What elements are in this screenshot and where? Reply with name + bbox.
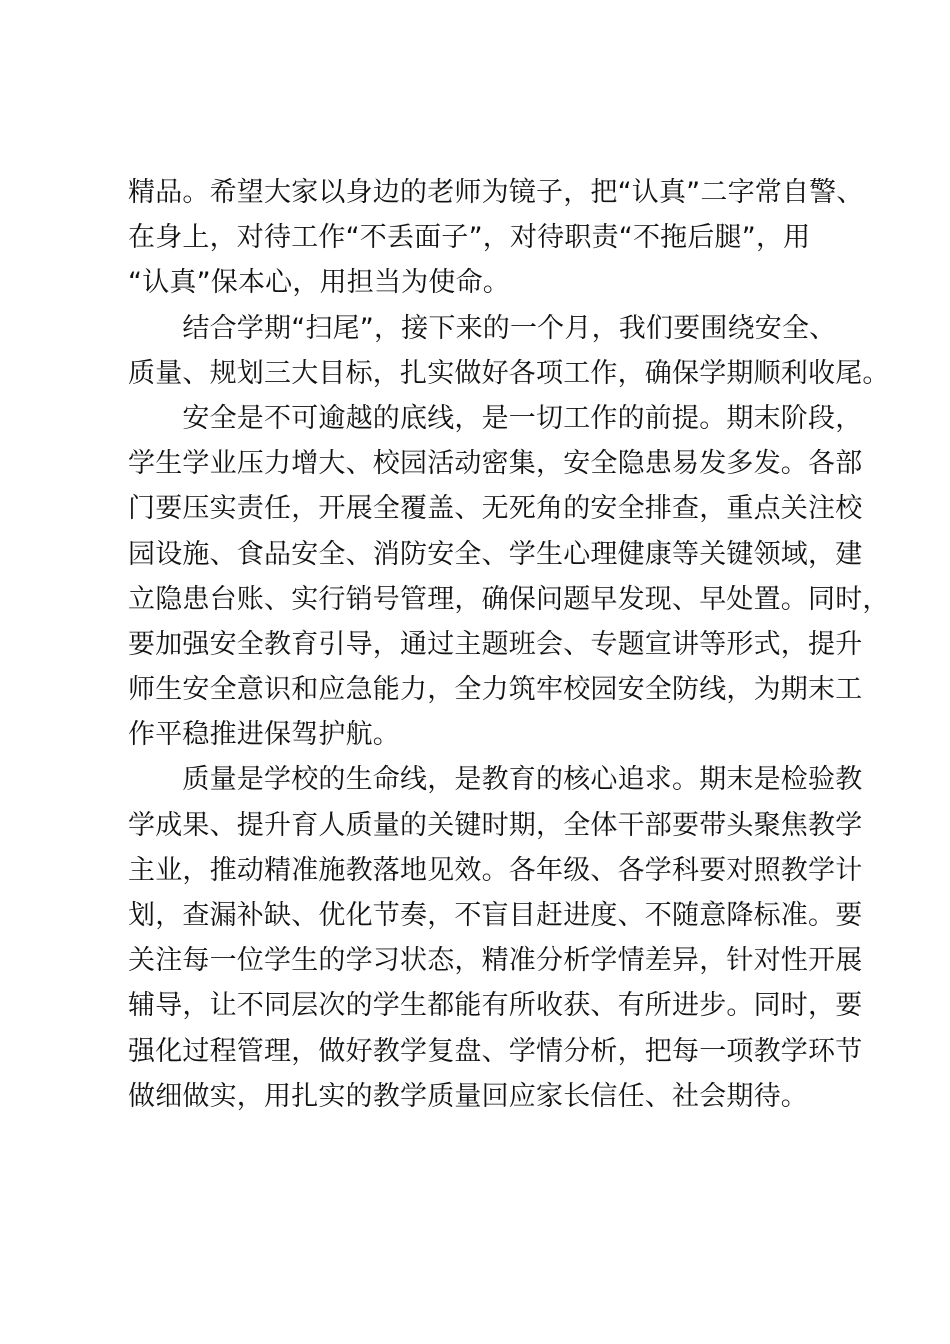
- text-line: 质量、规划三大目标，扎实做好各项工作，确保学期顺利收尾。: [128, 357, 890, 389]
- text-line: 要加强安全教育引导，通过主题班会、专题宣讲等形式，提升: [128, 628, 863, 660]
- text-line: 园设施、食品安全、消防安全、学生心理健康等关键领域，建: [128, 538, 863, 570]
- text-line: 学成果、提升育人质量的关键时期，全体干部要带头聚焦教学: [128, 809, 863, 841]
- text-line: 做细做实，用扎实的教学质量回应家长信任、社会期待。: [128, 1080, 808, 1112]
- text-line: 安全是不可逾越的底线，是一切工作的前提。期末阶段，: [128, 402, 863, 434]
- text-line: 主业，推动精准施教落地见效。各年级、各学科要对照教学计: [128, 854, 863, 886]
- text-line: 精品。希望大家以身边的老师为镜子，把“认真”二字常自警、: [128, 177, 864, 208]
- text-line: 作平稳推进保驾护航。: [128, 719, 400, 751]
- text-line: 划，查漏补缺、优化节奏，不盲目赶进度、不随意降标准。要: [128, 900, 863, 931]
- text-line: 辅导，让不同层次的学生都能有所收获、有所进步。同时，要: [128, 990, 863, 1022]
- text-line: 关注每一位学生的学习状态，精准分析学情差异，针对性开展: [128, 945, 863, 977]
- text-line: 门要压实责任，开展全覆盖、无死角的安全排查，重点关注校: [128, 493, 863, 525]
- text-line: 师生安全意识和应急能力，全力筑牢校园安全防线，为期末工: [128, 674, 863, 706]
- body-text: [128, 170, 890, 1119]
- text-line: 在身上，对待工作“不丢面子”，对待职责“不拖后腿”，用: [128, 222, 811, 254]
- text-line: 学生学业压力增大、校园活动密集，安全隐患易发多发。各部: [128, 448, 863, 480]
- text-line: 质量是学校的生命线，是教育的核心追求。期末是检验教: [128, 764, 863, 796]
- text-line: “认真”保本心，用担当为使命。: [128, 267, 510, 299]
- text-line: 立隐患台账、实行销号管理，确保问题早发现、早处置。同时，: [128, 583, 890, 615]
- text-line: 强化过程管理，做好教学复盘、学情分析，把每一项教学环节: [128, 1035, 863, 1067]
- text-line: 结合学期“扫尾”，接下来的一个月，我们要围绕安全、: [128, 312, 837, 344]
